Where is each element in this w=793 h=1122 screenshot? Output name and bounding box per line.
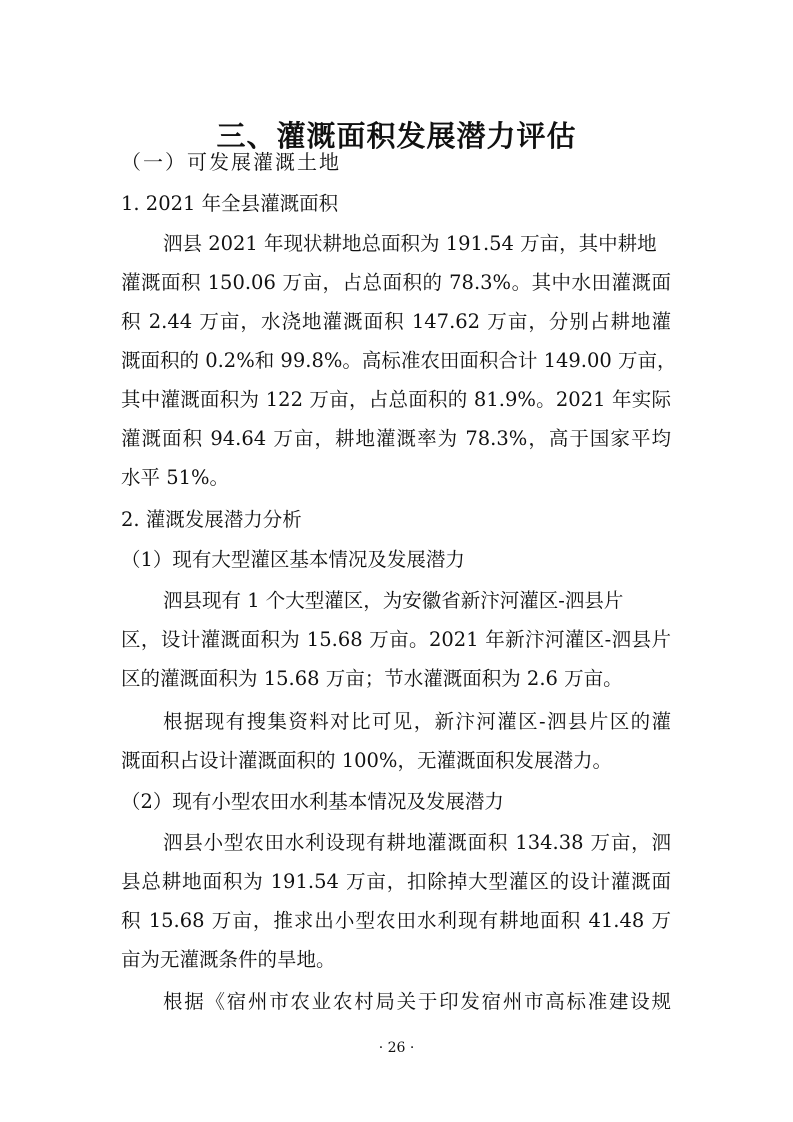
section-heading: （一）可发展灌溉土地 xyxy=(121,150,341,174)
paragraph-line: 亩为无灌溉条件的旱地。 xyxy=(121,948,336,971)
subheading-small-irrigation: （2）现有小型农田水利基本情况及发展潜力 xyxy=(121,790,504,813)
paragraph-line: 溉面积的 0.2%和 99.8%。高标准农田面积合计 149.00 万亩， xyxy=(121,349,677,372)
paragraph-line: 积 15.68 万亩，推求出小型农田水利现有耕地面积 41.48 万 xyxy=(121,909,671,932)
paragraph-line: 县总耕地面积为 191.54 万亩，扣除掉大型灌区的设计灌溉面 xyxy=(121,870,671,893)
subheading-irrigation-area: 1. 2021 年全县灌溉面积 xyxy=(121,192,339,215)
paragraph-line: 水平 51%。 xyxy=(121,466,230,489)
page-number: · 26 · xyxy=(378,1040,415,1056)
paragraph-line: 根据《宿州市农业农村局关于印发宿州市高标准建设规 xyxy=(163,990,671,1013)
paragraph-line: 灌溉面积 150.06 万亩，占总面积的 78.3%。其中水田灌溉面 xyxy=(121,271,671,294)
subheading-large-irrigation: （1）现有大型灌区基本情况及发展潜力 xyxy=(121,548,465,571)
paragraph-line: 区，设计灌溉面积为 15.68 万亩。2021 年新汴河灌区-泗县片 xyxy=(121,628,671,651)
paragraph-line: 灌溉面积 94.64 万亩，耕地灌溉率为 78.3%，高于国家平均 xyxy=(121,427,671,450)
paragraph-line: 其中灌溉面积为 122 万亩，占总面积的 81.9%。2021 年实际 xyxy=(121,388,671,411)
page-title: 三、灌溉面积发展潜力评估 xyxy=(216,119,577,154)
paragraph-line: 根据现有搜集资料对比可见，新汴河灌区-泗县片区的灌 xyxy=(163,710,671,733)
paragraph-line: 积 2.44 万亩，水浇地灌溉面积 147.62 万亩，分别占耕地灌 xyxy=(121,310,671,333)
paragraph-line: 泗县现有 1 个大型灌区，为安徽省新汴河灌区-泗县片 xyxy=(163,589,624,612)
paragraph-line: 溉面积占设计灌溉面积的 100%，无灌溉面积发展潜力。 xyxy=(121,749,612,772)
paragraph-line: 泗县小型农田水利设现有耕地灌溉面积 134.38 万亩，泗 xyxy=(163,831,671,854)
subheading-potential-analysis: 2. 灌溉发展潜力分析 xyxy=(121,508,302,531)
paragraph-line: 区的灌溉面积为 15.68 万亩；节水灌溉面积为 2.6 万亩。 xyxy=(121,667,623,690)
paragraph-line: 泗县 2021 年现状耕地总面积为 191.54 万亩，其中耕地 xyxy=(163,232,657,255)
